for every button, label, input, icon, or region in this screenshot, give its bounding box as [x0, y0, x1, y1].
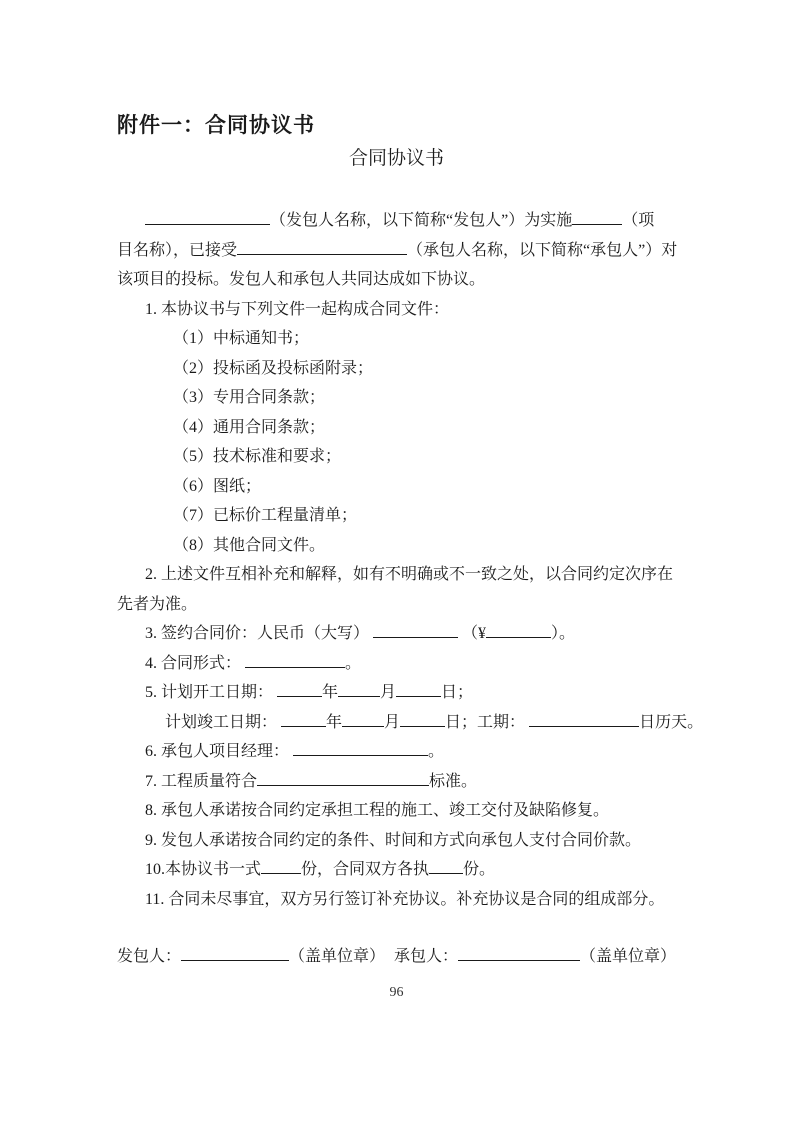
- text-segment: 日；工期：: [445, 713, 530, 731]
- text-segment: 份。: [463, 861, 496, 878]
- text-segment: 7. 工程质量符合: [145, 772, 258, 790]
- text-segment: 4. 合同形式：: [145, 654, 246, 672]
- contractor-seal-note: （盖单位章）: [579, 948, 676, 965]
- item-1-sub-3: [117, 383, 676, 413]
- document-content: [117, 112, 704, 972]
- item-1-sub-8: [117, 531, 676, 561]
- intro-line-1: [117, 206, 676, 236]
- fill-in-blank-line: [396, 684, 441, 697]
- item-7: [117, 767, 676, 797]
- item-1-sub-4: [117, 413, 676, 443]
- fill-in-blank-line: [281, 714, 326, 727]
- item-5-line-2: [117, 708, 704, 738]
- text-segment: （5）技术标准和要求；: [173, 448, 342, 465]
- fill-in-blank-line: [338, 684, 380, 697]
- item-3: [117, 619, 676, 649]
- item-4: [117, 649, 676, 679]
- fill-in-blank-line: [261, 861, 301, 874]
- fill-in-blank-line: [486, 625, 551, 638]
- text-segment: 5. 计划开工日期：: [145, 684, 278, 701]
- contractor-signature-block: [394, 942, 676, 972]
- item-10: [117, 855, 676, 885]
- fill-in-blank-line: [342, 714, 384, 727]
- employer-signature-block: [117, 942, 385, 972]
- text-segment: 目名称），已接受: [117, 241, 238, 259]
- text-segment: （承包人名称，以下简称“承包人”）对: [407, 241, 678, 259]
- text-segment: 8. 承包人承诺按合同约定承担工程的施工、竣工交付及缺陷修复。: [145, 802, 610, 819]
- intro-line-2: [117, 236, 676, 266]
- item-5-line-1: [117, 678, 676, 708]
- item-1-sub-2: [117, 354, 676, 384]
- text-segment: 2. 上述文件互相补充和解释，如有不明确或不一致之处，以合同约定次序在: [145, 566, 674, 583]
- fill-in-blank-line: [145, 212, 270, 225]
- text-segment: 年: [326, 713, 343, 731]
- signature-row: [117, 942, 676, 972]
- text-segment: （4）通用合同条款；: [173, 418, 326, 436]
- text-segment: （2）投标函及投标函附录；: [173, 359, 374, 377]
- text-segment: 11. 合同未尽事宜，双方另行签订补充协议。补充协议是合同的组成部分。: [145, 890, 665, 908]
- item-8: [117, 796, 676, 826]
- fill-in-blank-line: [429, 861, 463, 874]
- fill-in-blank-line: [373, 625, 458, 638]
- text-segment: （项: [622, 212, 655, 229]
- text-segment: 先者为准。: [117, 595, 198, 613]
- text-segment: （¥: [458, 625, 487, 642]
- text-segment: 月: [380, 684, 397, 701]
- attachment-title: 附件一：合同协议书: [117, 113, 315, 137]
- text-segment: （1）中标通知书；: [173, 330, 310, 347]
- text-segment: ）。: [551, 625, 576, 642]
- intro-line-3: [117, 265, 676, 295]
- employer-seal-note: （盖单位章）: [289, 948, 386, 965]
- text-segment: （7）已标价工程量清单；: [173, 507, 358, 524]
- text-segment: 年: [322, 684, 339, 701]
- employer-label: 发包人：: [117, 948, 182, 965]
- item-11: [117, 885, 676, 915]
- fill-in-blank-line: [257, 773, 429, 786]
- text-segment: 日历天。: [639, 713, 704, 731]
- item-6: [117, 737, 676, 767]
- fill-in-blank-line: [245, 655, 345, 668]
- text-segment: 6. 承包人项目经理：: [145, 743, 294, 760]
- text-segment: 。: [345, 654, 362, 672]
- text-segment: （6）图纸；: [173, 477, 262, 495]
- item-1-sub-6: [117, 472, 676, 502]
- contractor-signature-blank: [458, 948, 580, 961]
- text-segment: 3. 签约合同价：人民币（大写）: [145, 625, 374, 642]
- item-1-sub-1: [117, 324, 676, 354]
- text-segment: 。: [428, 743, 445, 760]
- item-2-line-1: [117, 560, 676, 590]
- text-segment: （8）其他合同文件。: [173, 536, 326, 554]
- employer-signature-blank: [181, 948, 289, 961]
- fill-in-blank-line: [237, 242, 407, 255]
- item-9: [117, 826, 676, 856]
- item-1-sub-5: [117, 442, 676, 472]
- fill-in-blank-line: [400, 714, 445, 727]
- text-segment: 计划竣工日期：: [165, 713, 282, 731]
- contractor-label: 承包人：: [393, 948, 458, 965]
- text-segment: 10.本协议书一式: [145, 861, 262, 878]
- text-segment: 9. 发包人承诺按合同约定的条件、时间和方式向承包人支付合同价款。: [145, 831, 642, 849]
- text-segment: 月: [384, 713, 401, 731]
- fill-in-blank-line: [572, 212, 622, 225]
- item-1-sub-7: [117, 501, 676, 531]
- text-segment: 该项目的投标。发包人和承包人共同达成如下协议。: [117, 271, 486, 288]
- text-segment: 标准。: [429, 772, 478, 790]
- fill-in-blank-line: [529, 714, 639, 727]
- text-segment: 1. 本协议书与下列文件一起构成合同文件：: [145, 300, 450, 318]
- text-segment: 份，合同双方各执: [301, 861, 430, 878]
- item-1: [117, 295, 676, 325]
- item-2-line-2: [117, 590, 676, 620]
- fill-in-blank-line: [277, 684, 322, 697]
- text-segment: （3）专用合同条款；: [173, 389, 326, 406]
- document-title: 合同协议书: [348, 148, 444, 169]
- text-segment: 日；: [441, 684, 474, 701]
- fill-in-blank-line: [293, 743, 428, 756]
- document-body: [117, 206, 704, 914]
- page-number: 96: [389, 985, 404, 1000]
- text-segment: （发包人名称，以下简称“发包人”）为实施: [270, 212, 573, 229]
